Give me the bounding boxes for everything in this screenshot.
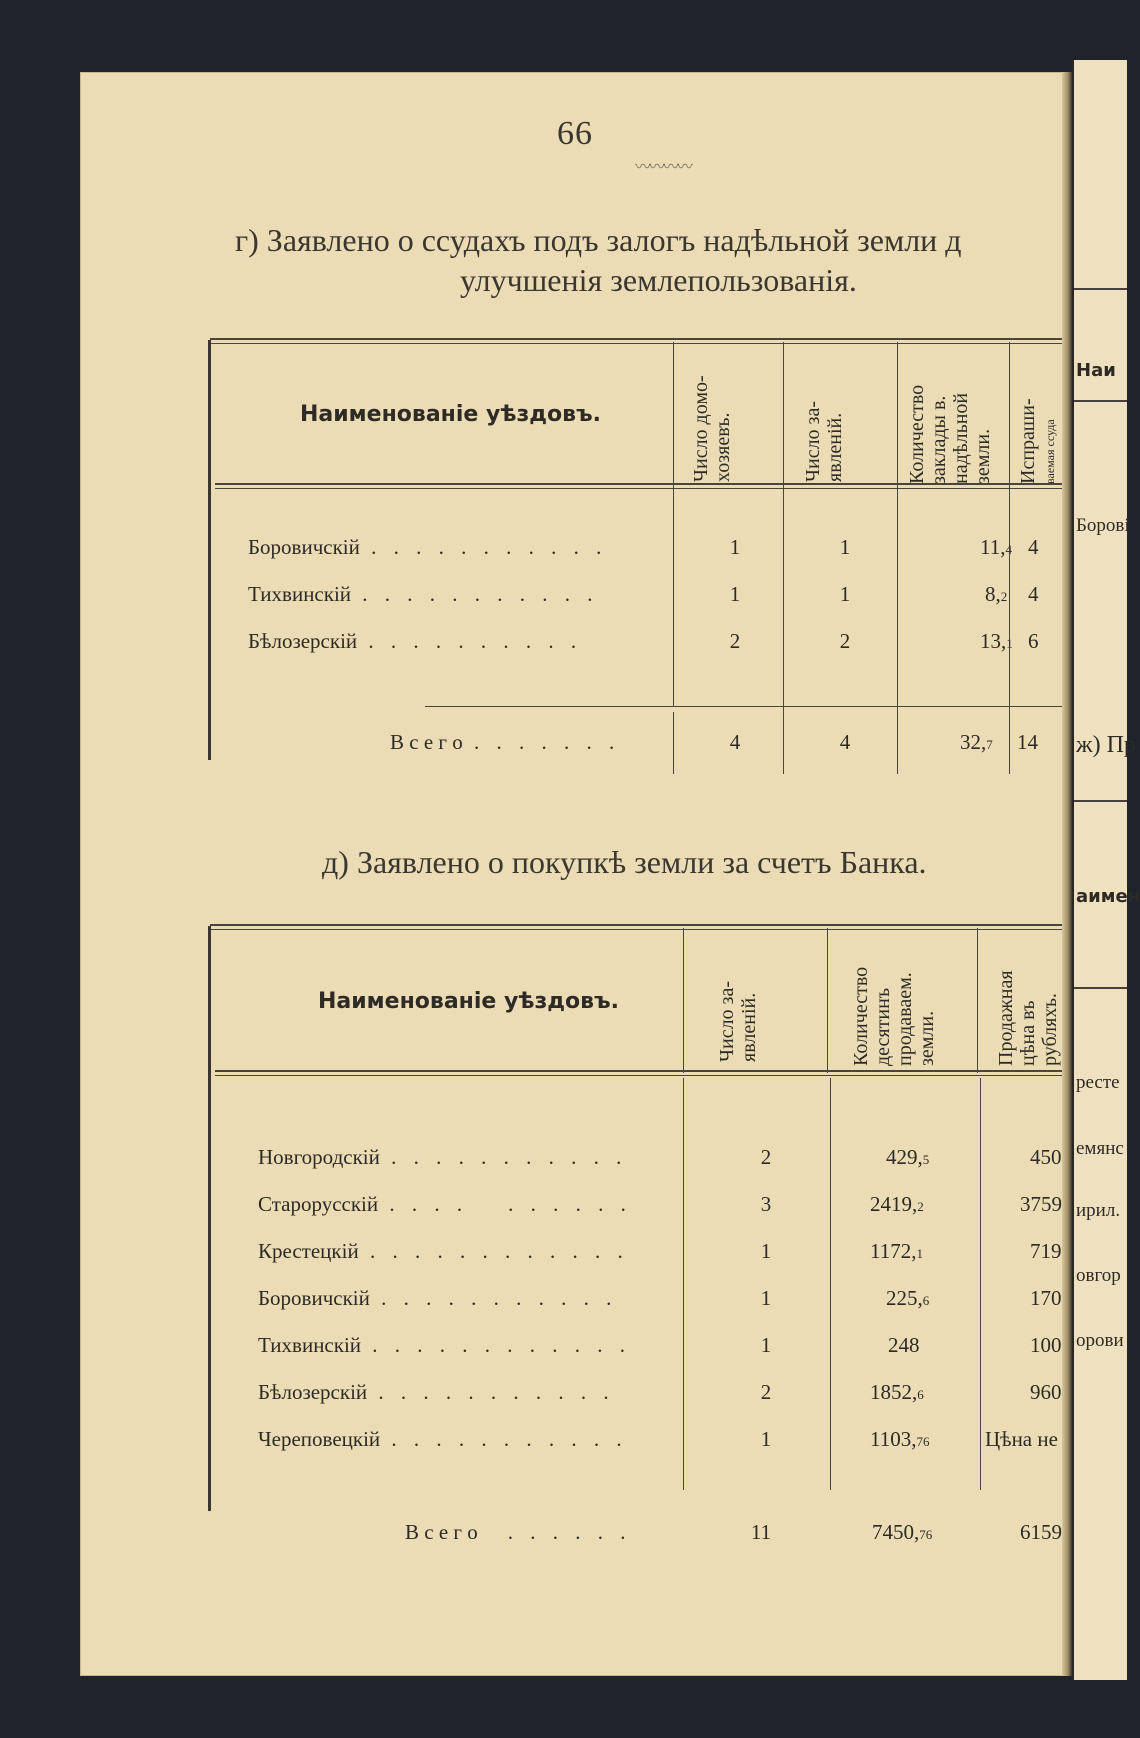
leader-dots: . . . . . . . . . . . [367,1380,615,1404]
price-value: 170 [1030,1286,1062,1310]
households-value: 1 [729,535,741,559]
adjacent-page-edge [1072,60,1140,1680]
price-value: 450 [1030,1145,1062,1169]
district-name: Старорусскій [258,1192,379,1216]
district-name: Боровичскій [248,535,360,559]
leader-dots: . . . . . . . [462,730,621,754]
district-name: Крестецкій [258,1239,359,1263]
district-name: Бѣлозерскій [258,1380,368,1404]
applications-value: 2 [839,629,851,653]
table-purchases-header-area: Количество десятинъ продаваем. земли. [850,966,938,1066]
fragment-text: аимен [1076,886,1140,907]
applications-value: 1 [760,1286,772,1310]
price-value: 719 [1030,1239,1062,1263]
price-value: 100 [1030,1333,1062,1357]
leader-dots: . . . . . . [508,1192,632,1216]
applications-value: 1 [760,1333,772,1357]
leader-dots: . . . . . . . . . . . . [361,1333,632,1357]
area-value: 2419,2 [870,1192,924,1216]
area-value: 1103,76 [870,1427,930,1451]
leader-dots: . . . . [378,1192,469,1216]
table-purchases-header-applications: Число за- явленій. [716,981,760,1062]
applications-value: 2 [760,1145,772,1169]
price-value: 960 [1030,1380,1062,1404]
district-name: Череповецкій [258,1427,381,1451]
district-name: Новгородскій [258,1145,380,1169]
fragment-text: ирил. [1076,1200,1121,1221]
land-total: 32,7 [960,730,993,754]
leader-dots: . . . . . . . . . . . [379,1145,628,1169]
leader-dots: . . . . . . . . . . . [380,1427,628,1451]
leader-dots: . . . . . . . . . . . [359,535,608,559]
table-purchases-header-name: Наименованіе уѣздовъ. [318,989,619,1014]
applications-value: 3 [760,1192,772,1216]
loan-value: 4 [1028,582,1039,606]
total-label: В с е г о [405,1520,478,1544]
land-value: 13,1 [980,629,1013,653]
fragment-text: ж) Пр [1076,732,1136,758]
price-value: Цѣна не [985,1427,1058,1451]
leader-dots: . . . . . . . . . . [357,629,583,653]
table-loans-header-households: Число домо- хозяевъ. [690,375,734,482]
page-number: 66 [557,115,593,152]
total-label: В с е г о [390,730,463,754]
book-spine [1062,72,1072,1676]
fragment-text: Наи [1076,360,1116,381]
fragment-text: емянс [1076,1138,1124,1159]
price-value: 3759 [1020,1192,1062,1216]
district-name: Бѣлозерскій [248,629,358,653]
district-name: Тихвинскій [258,1333,362,1357]
land-value: 8,2 [985,582,1008,606]
households-value: 2 [729,629,741,653]
leader-dots: . . . . . . . . . . . . [358,1239,629,1263]
table-loans-header-loan: Испраши- ваемая ссуда [1017,398,1057,484]
district-name: Тихвинскій [248,582,352,606]
land-value: 11,4 [980,535,1012,559]
section-g-title-line1: г) Заявлено о ссудахъ подъ залогъ надѣльной земли д [235,222,962,258]
table-loans-header-land: Количество заклады в. надѣльной земли. [906,384,994,484]
area-value: 429,5 [886,1145,930,1169]
leader-dots: . . . . . . [507,1520,632,1544]
applications-total: 4 [839,730,851,754]
table-loans-header-name: Наименованіе уѣздовъ. [300,402,601,427]
leader-dots: . . . . . . . . . . . [351,582,599,606]
households-value: 1 [729,582,741,606]
area-value: 225,6 [886,1286,930,1310]
area-total: 7450,76 [872,1520,933,1544]
applications-value: 1 [839,582,851,606]
leader-dots: . . . . . . . . . . . [369,1286,618,1310]
loan-total: 14 [1017,730,1038,754]
price-total: 6159 [1020,1520,1062,1544]
section-d-title: д) Заявлено о покупкѣ земли за счетъ Банка. [322,844,927,880]
loan-value: 4 [1028,535,1039,559]
section-g-title-line2: улучшенія землепользованія. [460,262,857,298]
applications-total: 11 [750,1520,772,1544]
area-value: 248 [888,1333,920,1357]
ornament: 〰〰〰〰 [635,159,692,176]
area-value: 1172,1 [870,1239,923,1263]
fragment-text: овгор [1076,1265,1121,1286]
applications-value: 1 [760,1427,772,1451]
book-page [80,72,1070,1676]
applications-value: 1 [760,1239,772,1263]
applications-value: 1 [839,535,851,559]
table-loans-header-applications: Число за- явленій. [802,401,846,482]
fragment-text: ресте [1076,1072,1120,1093]
loan-value: 6 [1028,629,1039,653]
fragment-text: орови [1076,1330,1124,1351]
households-total: 4 [729,730,741,754]
area-value: 1852,6 [870,1380,924,1404]
table-purchases-header-price: Продажная цѣна въ рубляхъ. [995,970,1061,1066]
district-name: Боровичскій [258,1286,370,1310]
fragment-text: Борові [1076,515,1130,536]
applications-value: 2 [760,1380,772,1404]
